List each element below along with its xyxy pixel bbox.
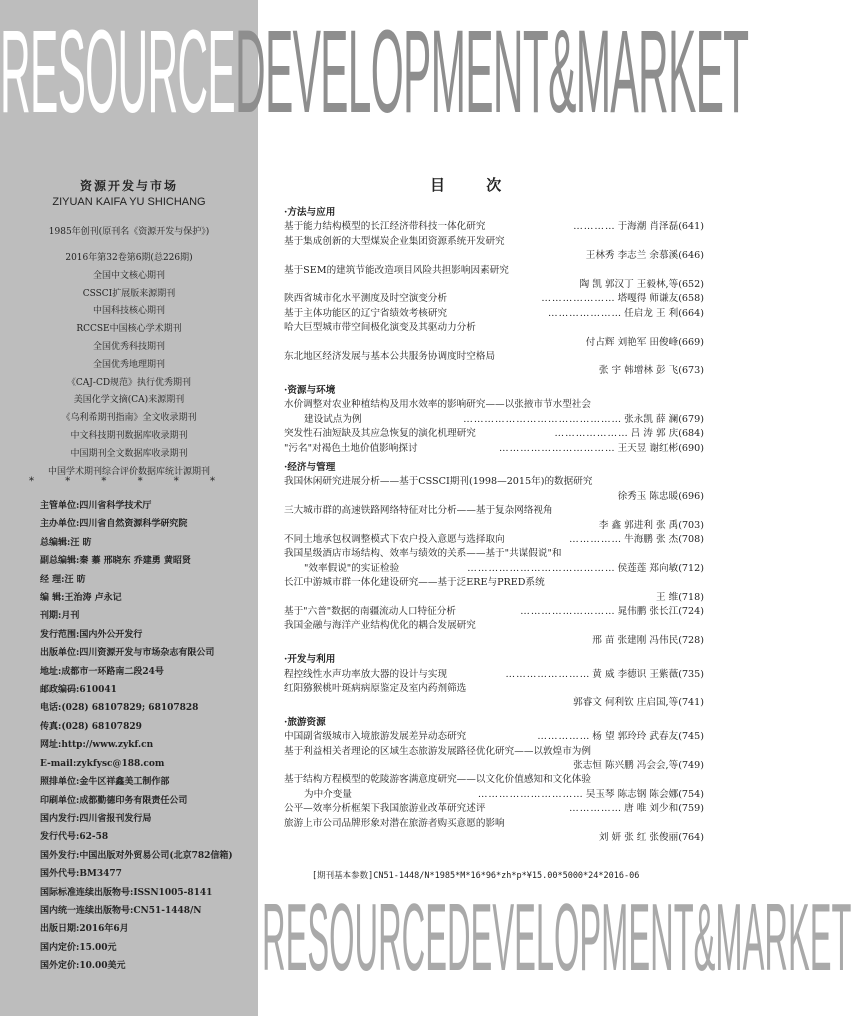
toc-entry-authors: 李 鑫 郭进利 张 禹(703) (598, 519, 704, 531)
info-line: 主管单位:四川省科学技术厅 (40, 501, 152, 511)
toc-entry-authors: 王林秀 李志兰 余慕溪(646) (585, 250, 704, 262)
info-line: 国内发行:四川省报刊发行局 (40, 813, 152, 824)
toc-entry-leader: ………………… (547, 307, 623, 319)
banner-part-resource: RESOURCE (0, 6, 235, 138)
toc-entry-authors: 刘 妍 张 红 张俊丽(764) (598, 832, 704, 844)
toc-entry[interactable] (284, 576, 704, 605)
toc-entry-leader: …………………………… (499, 442, 616, 454)
indexing-item: 美国化学文摘(CA)来源期刊 (73, 395, 185, 406)
toc-entry[interactable] (284, 562, 704, 576)
info-line: 邮政编码:610041 (40, 685, 117, 696)
toc-entry-title: 基于"六普"数据的南疆流动人口特征分析 (284, 605, 456, 617)
toc-entry-title: 三大城市群的高速铁路网络特征对比分析——基于复杂网络视角 (284, 505, 553, 517)
toc-entry[interactable] (284, 442, 704, 456)
toc-section-title: ·旅游资源 (284, 716, 326, 728)
toc-entry-title: 我国星级酒店市场结构、效率与绩效的关系——基于"共谋假说"和 (284, 548, 562, 560)
toc-entry[interactable] (284, 682, 704, 711)
toc-entry-authors: 张永凯 薛 澜(679) (624, 413, 704, 425)
toc-entry-title: 东北地区经济发展与基本公共服务协调度时空格局 (284, 351, 496, 363)
toc-entry-authors: 晁伟鹏 张长江(724) (617, 605, 704, 617)
toc-entry-title: 基于主体功能区的辽宁省绩效考核研究 (284, 307, 448, 319)
info-line: 总编辑:汪 昉 (40, 537, 92, 548)
toc-entry-authors: 于海潮 肖泽磊(641) (617, 221, 704, 233)
indexing-item: 全国优秀科技期刊 (92, 341, 165, 352)
toc-entry-title: 基于集成创新的大型煤炭企业集团资源系统开发研究 (284, 235, 505, 247)
magazine-pinyin: ZIYUAN KAIFA YU SHICHANG (52, 196, 206, 208)
indexing-item: RCCSE中国核心学术期刊 (76, 324, 182, 335)
toc-entry-title: 我国休闲研究进展分析——基于CSSCI期刊(1998—2015年)的数据研究 (284, 476, 593, 488)
toc-entry-authors: 吴玉琴 陈志钢 陈会娜(754) (585, 788, 704, 800)
toc-entry-title: 公平—效率分析框架下我国旅游业改革研究述评 (284, 803, 486, 815)
info-line: 电话:(028) 68107829; 68107828 (40, 703, 199, 714)
table-of-contents (284, 206, 704, 845)
toc-entry-title: 我国金融与海洋产业结构优化的耦合发展研究 (284, 620, 476, 632)
info-line: 国外代号:BM3477 (40, 869, 122, 880)
star-divider: * * * * * * (29, 476, 229, 487)
toc-entry-title: 突发性石油短缺及其应急恢复的演化机理研究 (284, 428, 476, 440)
toc-entry-leader: …………………………………… (467, 562, 616, 574)
toc-entry-title: 基于利益相关者理论的区域生态旅游发展路径优化研究——以敦煌市为例 (284, 745, 591, 757)
indexing-item: CSSCI扩展版来源期刊 (82, 288, 176, 299)
toc-entry-authors: 张志恒 陈兴鹏 冯会会,等(749) (573, 760, 704, 772)
toc-entry-title: 程控线性水声功率放大器的设计与实现 (284, 668, 448, 680)
toc-entry[interactable] (284, 475, 704, 504)
toc-entry-title: 不同土地承包权调整模式下农户投入意愿与选择取向 (284, 533, 505, 545)
info-line: 经 理:汪 昉 (40, 574, 86, 585)
info-line: 国内定价:15.00元 (40, 942, 117, 953)
toc-entry[interactable] (284, 220, 704, 234)
toc-entry[interactable] (284, 605, 704, 619)
info-line: 发行代号:62-58 (40, 832, 109, 843)
info-line: 印刷单位:成都勤德印务有限责任公司 (40, 795, 188, 806)
toc-entry[interactable] (284, 619, 704, 648)
toc-entry-title: 中国副省级城市入境旅游发展差异动态研究 (284, 731, 467, 743)
toc-entry-authors: 邢 苗 张建刚 冯伟民(728) (592, 634, 704, 646)
toc-entry-authors: 王天昱 谢红彬(690) (617, 442, 704, 454)
toc-entry-authors: 陶 凯 郭汉丁 王毅林,等(652) (579, 279, 704, 291)
toc-entry[interactable] (284, 730, 704, 744)
indexing-item: 中文科技期刊数据库收录期刊 (70, 430, 188, 441)
toc-entry[interactable] (284, 773, 704, 787)
toc-entry-authors: 徐秀玉 陈忠暖(696) (617, 490, 704, 502)
toc-entry-title: 哈大巨型城市带空间极化演变及其驱动力分析 (284, 322, 476, 334)
info-line: E-mail:zykfysc@188.com (40, 758, 165, 769)
toc-entry-authors: 杨 望 郭玲玲 武春友(745) (592, 731, 704, 743)
indexing-item: 《CAJ-CD规范》执行优秀期刊 (66, 377, 192, 388)
toc-entry-authors: 黄 威 李德识 王紫薇(735) (592, 668, 704, 680)
toc-entry[interactable] (284, 802, 704, 816)
toc-entry-authors: 吕 涛 郭 庆(684) (630, 428, 704, 440)
magazine-founded: 1985年创刊(原刊名《资源开发与保护》) (48, 227, 210, 237)
toc-entry-title: 旅游上市公司品牌形象对潜在旅游者购买意愿的影响 (284, 817, 505, 829)
toc-entry-title: 红阳猕猴桃叶斑病病原鉴定及室内药剂筛选 (284, 683, 467, 694)
toc-entry-leader: ……………………… (520, 605, 616, 617)
toc-entry-authors: 侯莲莲 郑向敏(712) (617, 562, 704, 574)
toc-heading: 目 次 (430, 176, 520, 194)
indexing-item: 中国期刊全文数据库收录期刊 (70, 448, 188, 459)
toc-entry-leader: …………………… (505, 668, 591, 680)
info-line: 刊期:月刊 (40, 611, 80, 622)
toc-entry[interactable] (284, 292, 704, 306)
toc-entry-authors: 张 宇 韩增林 彭 飞(673) (598, 365, 704, 377)
info-line: 国外发行:中国出版对外贸易公司(北京782信箱) (40, 850, 233, 861)
info-line: 出版日期:2016年6月 (40, 924, 129, 935)
toc-entry-leader: ………… (573, 221, 616, 233)
toc-section-title: ·经济与管理 (284, 461, 336, 473)
toc-entry[interactable] (284, 504, 704, 533)
toc-entry-title: "效率假说"的实证检验 (304, 562, 400, 574)
toc-entry-leader: …………… (537, 731, 591, 743)
indexing-item: 中国学术期刊综合评价数据库统计源期刊 (47, 466, 210, 477)
toc-entry[interactable] (284, 350, 704, 379)
journal-parameters: [期刊基本参数]CN51-1448/N*1985*M*16*96*zh*p*¥15.00*5000*24*2016-06 (312, 871, 640, 881)
toc-entry-authors: 唐 唯 刘少和(759) (624, 803, 704, 815)
toc-entry-authors: 郭睿文 何利钦 庄启国,等(741) (573, 697, 704, 709)
toc-entry-leader: …………… (569, 533, 623, 545)
banner-part-development-market: DEVELOPMENT&MARKET (234, 6, 749, 138)
toc-entry[interactable] (284, 788, 704, 802)
toc-section-title: ·方法与应用 (284, 207, 336, 218)
bottom-banner-text: RESOURCEDEVELOPMENT&MARKET (262, 884, 851, 991)
info-line: 照排单位:金牛区祥鑫美工制作部 (40, 777, 170, 788)
toc-entry[interactable] (284, 817, 704, 846)
info-line: 国际标准连续出版物号:ISSN1005-8141 (40, 887, 213, 898)
indexing-item: 全国优秀地理期刊 (92, 359, 165, 370)
magazine-title: 资源开发与市场 (79, 179, 178, 193)
toc-entry-title: 长江中游城市群一体化建设研究——基于泛ERE与PRED系统 (284, 577, 545, 589)
toc-entry[interactable] (284, 668, 704, 682)
indexing-list (0, 250, 258, 481)
info-line: 出版单位:四川资源开发与市场杂志有限公司 (40, 648, 215, 659)
info-line: 副总编辑:秦 蓁 邢晓东 乔建勇 黄昭贤 (40, 556, 191, 567)
info-line: 国外定价:10.00美元 (40, 961, 126, 972)
info-line: 传真:(028) 68107829 (40, 721, 142, 732)
issue-number: 2016年第32卷第6期(总226期) (65, 253, 193, 263)
toc-entry-leader: ………………………… (477, 788, 584, 800)
toc-entry[interactable] (284, 321, 704, 350)
toc-section-title: ·资源与环境 (284, 384, 336, 396)
toc-entry-authors: 塔嘎得 师谦友(658) (617, 293, 704, 305)
info-line: 网址:http://www.zykf.cn (40, 740, 154, 751)
indexing-item: 《乌利希期刊指南》全文收录期刊 (61, 413, 197, 424)
toc-entry[interactable] (284, 413, 704, 427)
info-line: 地址:成都市一环路南二段24号 (40, 666, 164, 677)
toc-entry[interactable] (284, 235, 704, 264)
toc-entry-title: 基于结构方程模型的乾陵游客满意度研究——以文化价值感知和文化体验 (284, 774, 591, 786)
info-line: 编 辑:王治涛 卢永记 (40, 593, 122, 604)
toc-entry-leader: …………… (569, 803, 623, 815)
toc-entry[interactable] (284, 427, 704, 441)
toc-entry-title: 建设试点为例 (304, 413, 362, 425)
bottom-banner (262, 884, 851, 991)
toc-entry-title: "污名"对褐色土地价值影响探讨 (284, 442, 418, 454)
toc-section-title: ·开发与利用 (284, 654, 336, 666)
toc-entry[interactable] (284, 307, 704, 321)
toc-entry-leader: ………………… (554, 428, 629, 440)
toc-entry-title: 陕西省城市化水平测度及时空演变分析 (284, 293, 448, 305)
indexing-item: 中国科技核心期刊 (92, 306, 165, 317)
toc-entry-title: 为中介变量 (304, 788, 352, 800)
toc-entry[interactable] (284, 398, 704, 412)
top-banner (0, 0, 749, 145)
toc-entry[interactable] (284, 533, 704, 547)
toc-entry-title: 水价调整对农业种植结构及用水效率的影响研究——以张掖市节水型社会 (284, 399, 591, 411)
toc-entry-authors: 牛海鹏 张 杰(708) (624, 533, 704, 545)
toc-entry-title: 基于能力结构模型的长江经济带科技一体化研究 (284, 221, 486, 233)
publication-info (40, 497, 258, 976)
toc-entry-authors: 任启龙 王 利(664) (624, 307, 704, 319)
info-line: 主办单位:四川省自然资源科学研究院 (40, 519, 188, 530)
info-line: 发行范围:国内外公开发行 (40, 629, 143, 640)
toc-entry-leader: ……………………………………… (463, 413, 623, 425)
toc-entry[interactable] (284, 547, 704, 561)
toc-entry-authors: 王 维(718) (655, 591, 704, 603)
toc-entry-title: 基于SEM的建筑节能改造项目风险共担影响因素研究 (284, 264, 509, 276)
toc-entry-leader: ………………… (541, 293, 616, 305)
info-line: 国内统一连续出版物号:CN51-1448/N (40, 905, 202, 916)
toc-entry-authors: 付占辉 刘艳军 田俊峰(669) (585, 336, 704, 348)
toc-entry[interactable] (284, 745, 704, 774)
toc-entry[interactable] (284, 264, 704, 293)
indexing-item: 全国中文核心期刊 (92, 270, 165, 281)
